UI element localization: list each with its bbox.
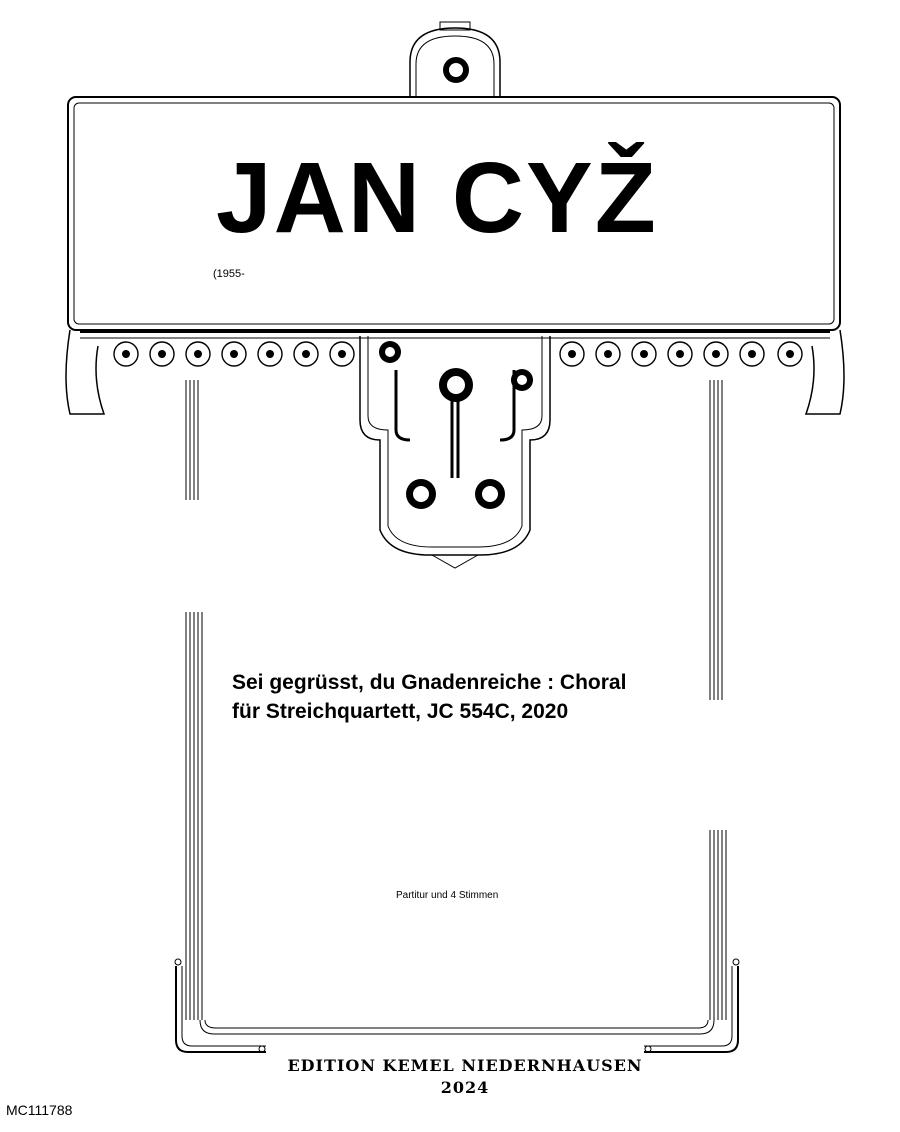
work-title-line-1: Sei gegrüsst, du Gnadenreiche : Choral [232, 671, 627, 694]
edition-contents: Partitur und 4 Stimmen [396, 890, 499, 901]
composer-dates: (1955- [213, 268, 245, 280]
work-title [232, 668, 626, 726]
publication-year: 2024 [440, 1078, 490, 1097]
publisher-name: EDITION KEMEL NIEDERNHAUSEN [287, 1056, 643, 1075]
work-title-line-2: für Streichquartett, JC 554C, 2020 [232, 700, 569, 723]
composer-name: JAN CYŽ [216, 142, 658, 254]
catalog-number: MC111788 [6, 1102, 73, 1118]
